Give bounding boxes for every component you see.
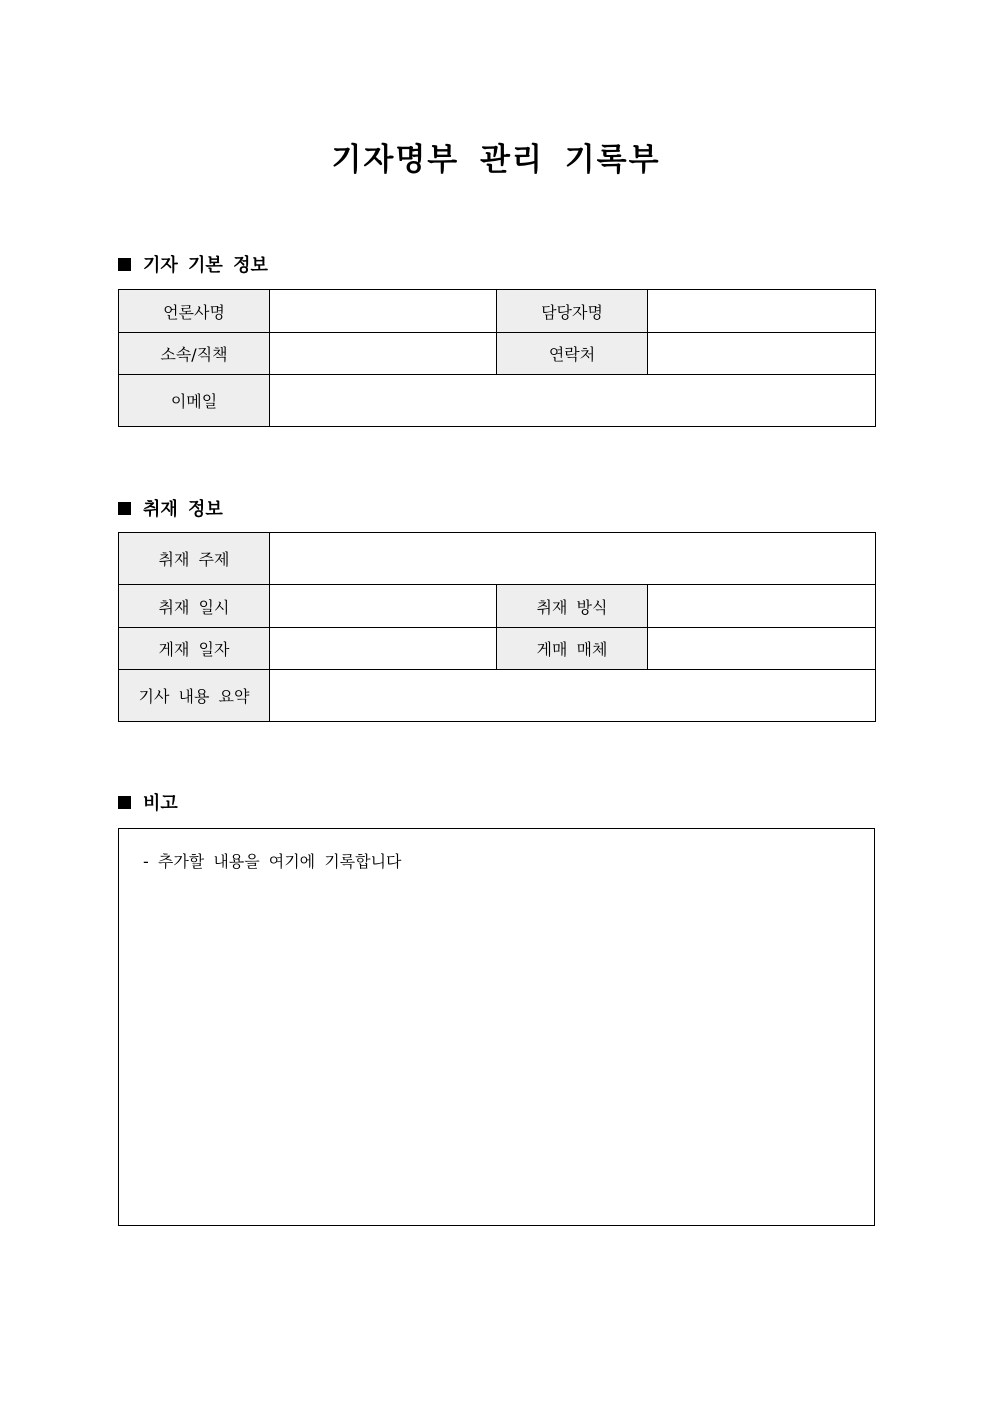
publish-date-label: 게재 일자 (119, 628, 270, 670)
table-row (119, 585, 876, 628)
table-row (119, 375, 876, 427)
table-row (119, 533, 876, 585)
section-heading-remarks-text: 비고 (143, 793, 178, 814)
affiliation-field[interactable] (270, 333, 497, 375)
section-heading-basic-info (118, 251, 268, 277)
affiliation-label: 소속/직책 (119, 333, 270, 375)
remarks-note: - 추가할 내용을 여기에 기록합니다 (143, 852, 402, 871)
square-bullet-icon (118, 258, 131, 271)
table-row (119, 290, 876, 333)
section-heading-basic-info-text: 기자 기본 정보 (143, 255, 268, 276)
publish-date-field[interactable] (270, 628, 497, 670)
section-heading-interview-info-text: 취재 정보 (143, 499, 223, 520)
square-bullet-icon (118, 796, 131, 809)
square-bullet-icon (118, 502, 131, 515)
email-label: 이메일 (119, 375, 270, 427)
interview-date-label: 취재 일시 (119, 585, 270, 628)
interview-info-table (118, 532, 876, 722)
section-heading-remarks (118, 789, 178, 815)
table-row (119, 333, 876, 375)
interview-method-label: 취재 방식 (497, 585, 648, 628)
media-label: 게매 매체 (497, 628, 648, 670)
table-row (119, 670, 876, 722)
summary-field[interactable] (270, 670, 876, 722)
topic-field[interactable] (270, 533, 876, 585)
reporter-name-label: 담당자명 (497, 290, 648, 333)
contact-field[interactable] (648, 333, 876, 375)
topic-label: 취재 주제 (119, 533, 270, 585)
outlet-label: 언론사명 (119, 290, 270, 333)
remarks-box[interactable] (118, 828, 875, 1226)
basic-info-table (118, 289, 876, 427)
section-heading-interview-info (118, 495, 223, 521)
outlet-field[interactable] (270, 290, 497, 333)
document-title: 기자명부 관리 기록부 (331, 142, 661, 178)
media-field[interactable] (648, 628, 876, 670)
table-row (119, 628, 876, 670)
email-field[interactable] (270, 375, 876, 427)
interview-method-field[interactable] (648, 585, 876, 628)
contact-label: 연락처 (497, 333, 648, 375)
interview-date-field[interactable] (270, 585, 497, 628)
reporter-name-field[interactable] (648, 290, 876, 333)
summary-label: 기사 내용 요약 (119, 670, 270, 722)
